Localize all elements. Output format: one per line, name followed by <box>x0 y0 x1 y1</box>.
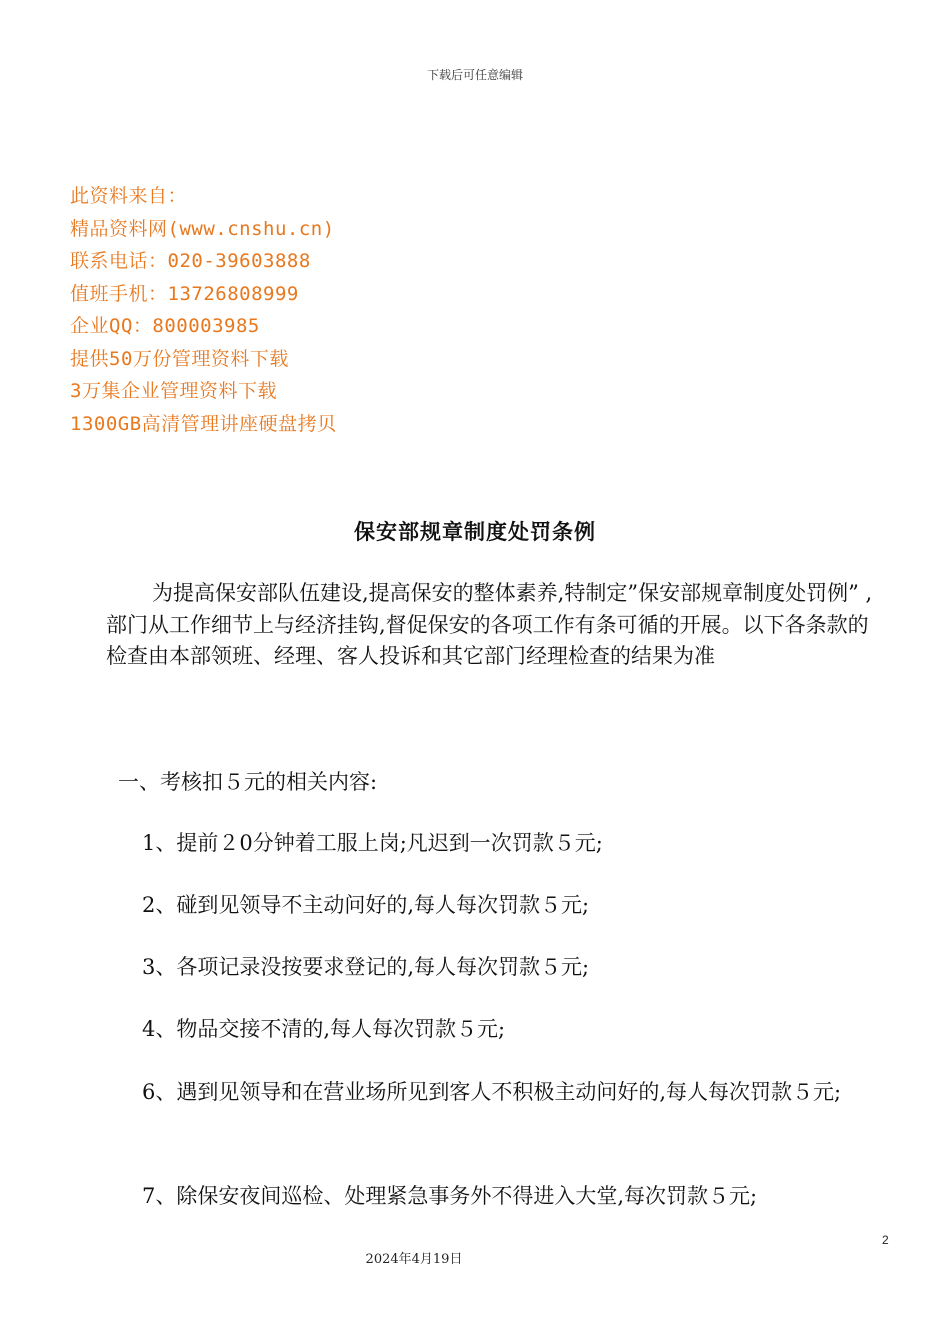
footer-date: 2024年4月19日 <box>365 1252 463 1267</box>
promo-line: 此资料来自： <box>70 185 188 207</box>
page-number: 2 <box>882 1233 889 1247</box>
promo-line-mobile: 值班手机：13726808999 <box>70 282 299 305</box>
section-heading: 一、考核扣５元的相关内容: <box>118 770 378 794</box>
intro-paragraph: 为提高保安部队伍建设,提高保安的整体素养,特制定”保安部规章制度处罚例” ,部门从工作细节上与经济挂钩,督促保安的各项工作有条可循的开展。以下各条款的检查由本部领班、经理、客人投诉和其它部门经理检查的结果为准 <box>106 581 873 668</box>
header-note: 下载后可任意编辑 <box>426 68 523 82</box>
promo-line: 3万集企业管理资料下载 <box>70 380 277 402</box>
rule-item: 2、碰到见领导不主动问好的,每人每次罚款５元; <box>142 893 590 917</box>
promo-line: 提供50万份管理资料下载 <box>70 347 289 370</box>
rule-item: 6、遇到见领导和在营业场所见到客人不积极主动问好的,每人每次罚款５元; <box>142 1080 842 1104</box>
promo-block <box>70 180 337 440</box>
promo-line: 1300GB高清管理讲座硬盘拷贝 <box>70 412 337 435</box>
document-title: 保安部规章制度处罚条例 <box>354 519 596 544</box>
rule-item: 3、各项记录没按要求登记的,每人每次罚款５元; <box>142 955 590 979</box>
rule-item: 7、除保安夜间巡检、处理紧急事务外不得进入大堂,每次罚款５元; <box>142 1184 758 1208</box>
promo-line-phone: 联系电话：020-39603888 <box>70 250 311 272</box>
promo-line-qq: 企业QQ：800003985 <box>70 315 260 337</box>
rule-item: 4、物品交接不清的,每人每次罚款５元; <box>142 1017 506 1041</box>
promo-line-website: 精品资料网(www.cnshu.cn) <box>70 217 335 240</box>
rule-item: 1、提前２0分钟着工服上岗;凡迟到一次罚款５元; <box>142 831 603 855</box>
